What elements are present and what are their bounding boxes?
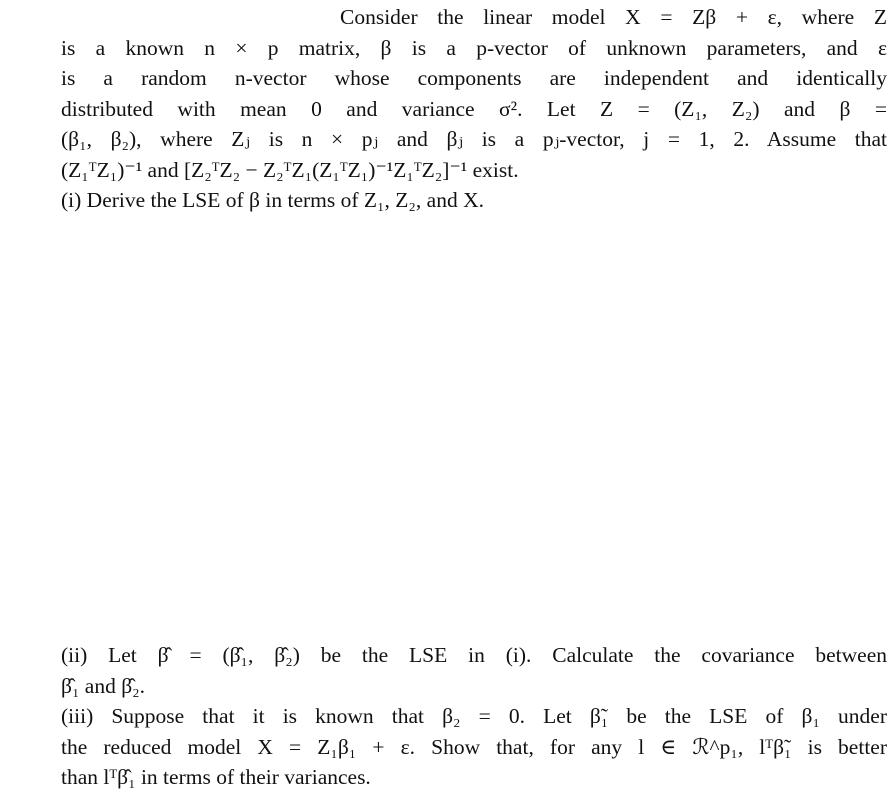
part-iii-line-3: than lᵀβ̂₁ in terms of their variances. — [61, 765, 371, 789]
intro-line-2: is a known n × p matrix, β is a p-vector of unknown parameters, and ε — [61, 35, 887, 60]
intro-line-3: is a random n-vector whose components are independent and identically — [61, 66, 887, 90]
part-ii-line-2: β̂₁ and β̂₂. — [61, 673, 146, 698]
part-i: (i) Derive the LSE of β in terms of Z₁, Z₂, and X. — [61, 188, 484, 212]
intro-line-1: Consider the linear model X = Zβ + ε, where Z — [340, 5, 887, 29]
intro-line-4: distributed with mean 0 and variance σ². Let Z = (Z₁, Z₂) and β = — [61, 96, 887, 121]
part-iii-line-1: (iii) Suppose that it is known that β₂ = 0. Let β̃₁ be the LSE of β₁ under — [61, 704, 887, 728]
intro-line-6: (Z₁ᵀZ₁)⁻¹ and [Z₂ᵀZ₂ − Z₂ᵀZ₁(Z₁ᵀZ₁)⁻¹Z₁ᵀZ₂]⁻¹ exist. — [61, 157, 519, 182]
problem-parts-ii-iii — [61, 640, 887, 793]
part-ii-line-1: (ii) Let β̂ = (β̂₁, β̂₂) be the LSE in (i). Calculate the covariance between — [61, 643, 887, 667]
intro-line-5: (β₁, β₂), where Zⱼ is n × pⱼ and βⱼ is a pⱼ-vector, j = 1, 2. Assume that — [61, 127, 887, 151]
problem-intro — [61, 2, 887, 216]
part-iii-line-2: the reduced model X = Z₁β₁ + ε. Show that, for any l ∈ ℛ^p₁, lᵀβ̃₁ is better — [61, 734, 887, 759]
